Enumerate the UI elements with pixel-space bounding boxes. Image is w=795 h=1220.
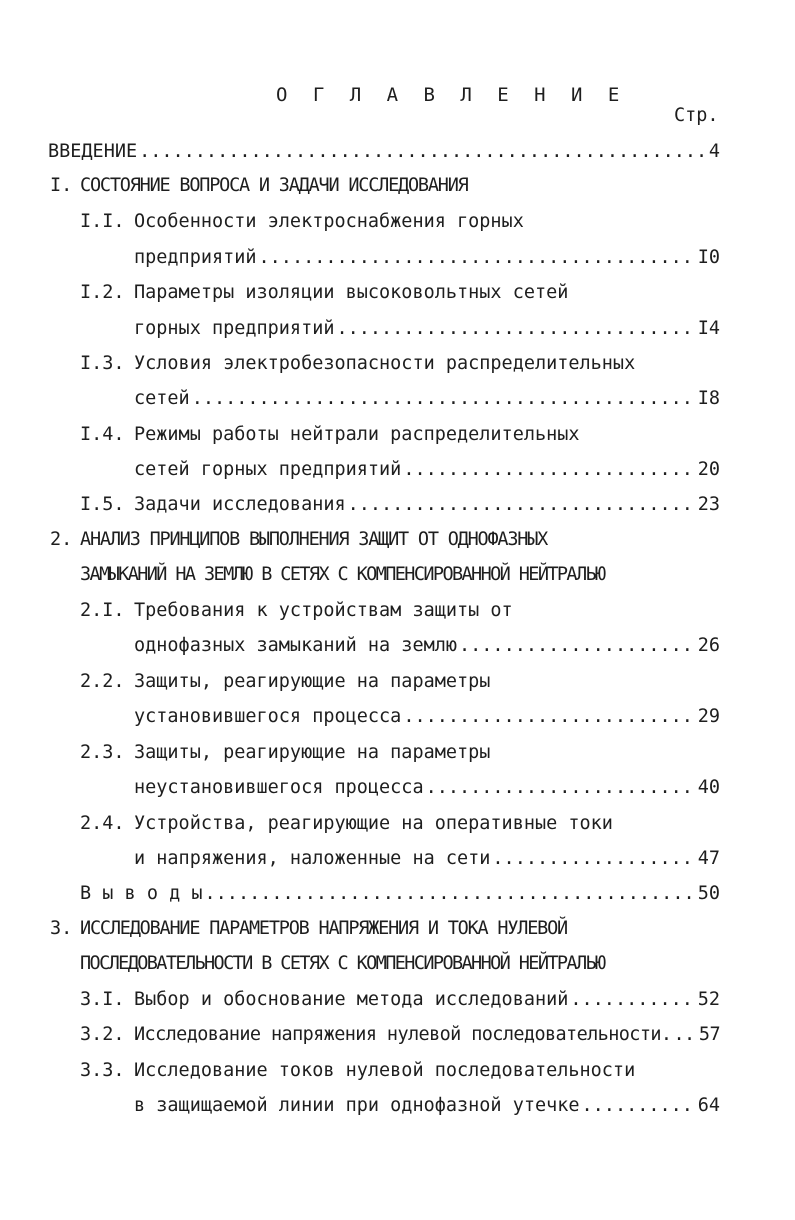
entry-label: неустановившегося процесса (134, 777, 424, 798)
subsection-number: I.3. (80, 353, 125, 374)
subsection-number: 2.4. (80, 813, 125, 834)
subsection-number: I.2. (80, 282, 125, 303)
subsection-number: 2.2. (80, 671, 125, 692)
entry-label: сетей (134, 388, 190, 409)
section-heading: ПОСЛЕДОВАТЕЛЬНОСТИ В СЕТЯХ С КОМПЕНСИРОВАННОЙ НЕЙТРАЛЬЮ (80, 953, 605, 974)
dot-leader (582, 1094, 696, 1118)
toc-entry (134, 317, 720, 341)
toc-title: О Г Л А В Л Е Н И Е (276, 84, 627, 106)
subsection-title: Исследование токов нулевой последовательности (134, 1060, 636, 1081)
entry-label: установившегося процесса (134, 706, 402, 727)
dot-leader (570, 988, 695, 1012)
page-column-label: Стр. (674, 105, 719, 126)
subsection-title: Устройства, реагирующие на оперативные токи (134, 813, 613, 834)
page-number: 26 (697, 635, 720, 656)
subsection-number: 3.3. (80, 1060, 125, 1081)
page-number: 47 (697, 848, 720, 869)
entry-label: В ы в о д ы (80, 883, 203, 904)
subsection-number: 2.3. (80, 742, 125, 763)
page-number: I8 (697, 388, 720, 409)
toc-entry (134, 1023, 720, 1047)
section-number: 2. (50, 529, 73, 550)
dot-leader (426, 776, 696, 800)
toc-entry (134, 705, 720, 729)
entry-label: ВВЕДЕНИЕ (48, 141, 138, 162)
dot-leader (348, 493, 696, 517)
dot-leader (459, 634, 696, 658)
page-number: 64 (697, 1095, 720, 1116)
subsection-number: 3.I. (80, 989, 125, 1010)
dot-leader (139, 140, 707, 164)
entry-label: Исследование напряжения нулевой последовательности. (134, 1024, 672, 1045)
page-number: 57 (698, 1024, 720, 1045)
section-heading: ИССЛЕДОВАНИЕ ПАРАМЕТРОВ НАПРЯЖЕНИЯ И ТОКА НУЛЕВОЙ (80, 918, 567, 939)
dot-leader (403, 458, 695, 482)
page-number: 23 (697, 494, 720, 515)
toc-entry (134, 988, 720, 1012)
subsection-title: Условия электробезопасности распределительных (134, 353, 636, 374)
entry-label: однофазных замыканий на землю (134, 635, 458, 656)
subsection-number: I.4. (80, 424, 125, 445)
entry-label: и напряжения, наложенные на сети (134, 848, 491, 869)
entry-label: сетей горных предприятий (134, 459, 402, 480)
toc-entry (134, 847, 720, 871)
dot-leader (336, 317, 695, 341)
dot-leader (492, 847, 695, 871)
page-number: 29 (697, 706, 720, 727)
dot-leader (403, 705, 695, 729)
section-heading: СОСТОЯНИЕ ВОПРОСА И ЗАДАЧИ ИССЛЕДОВАНИЯ (80, 175, 468, 196)
page-number: 50 (697, 883, 720, 904)
entry-label: Выбор и обоснование метода исследований (134, 989, 569, 1010)
dot-leader (205, 882, 696, 906)
dot-leader (673, 1023, 696, 1047)
entry-label: предприятий (134, 247, 257, 268)
toc-entry (134, 458, 720, 482)
toc-entry-intro (48, 140, 720, 164)
subsection-title: Параметры изоляции высоковольтных сетей (134, 282, 569, 303)
toc-entry (134, 1094, 720, 1118)
subsection-title: Требования к устройствам защиты от (134, 600, 513, 621)
toc-entry (134, 387, 720, 411)
subsection-title: Особенности электроснабжения горных (134, 211, 524, 232)
dot-leader (259, 246, 696, 270)
toc-entry (134, 776, 720, 800)
page-number: 40 (697, 777, 720, 798)
page-number: I0 (697, 247, 720, 268)
toc-entry (134, 634, 720, 658)
dot-leader (192, 387, 696, 411)
entry-label: горных предприятий (134, 318, 335, 339)
section-number: I. (50, 175, 73, 196)
subsection-title: Защиты, реагирующие на параметры (134, 742, 491, 763)
toc-entry (134, 246, 720, 270)
subsection-number: I.I. (80, 211, 125, 232)
entry-label: в защищаемой линии при однофазной утечке (134, 1095, 580, 1116)
page-number: 4 (708, 141, 720, 162)
subsection-number: 3.2. (80, 1024, 125, 1045)
section-number: 3. (50, 918, 73, 939)
section-heading: АНАЛИЗ ПРИНЦИПОВ ВЫПОЛНЕНИЯ ЗАЩИТ ОТ ОДНОФАЗНЫХ (80, 529, 548, 550)
entry-label: Задачи исследования (134, 494, 346, 515)
subsection-number: 2.I. (80, 600, 125, 621)
subsection-number: I.5. (80, 494, 125, 515)
subsection-title: Защиты, реагирующие на параметры (134, 671, 491, 692)
toc-entry (134, 493, 720, 517)
page-number: 52 (697, 989, 720, 1010)
page-number: 20 (697, 459, 720, 480)
subsection-title: Режимы работы нейтрали распределительных (134, 424, 580, 445)
section-heading: ЗАМЫКАНИЙ НА ЗЕМЛЮ В СЕТЯХ С КОМПЕНСИРОВАННОЙ НЕЙТРАЛЬЮ (80, 564, 605, 585)
page-number: I4 (697, 318, 720, 339)
toc-entry-conclusions (80, 882, 720, 906)
